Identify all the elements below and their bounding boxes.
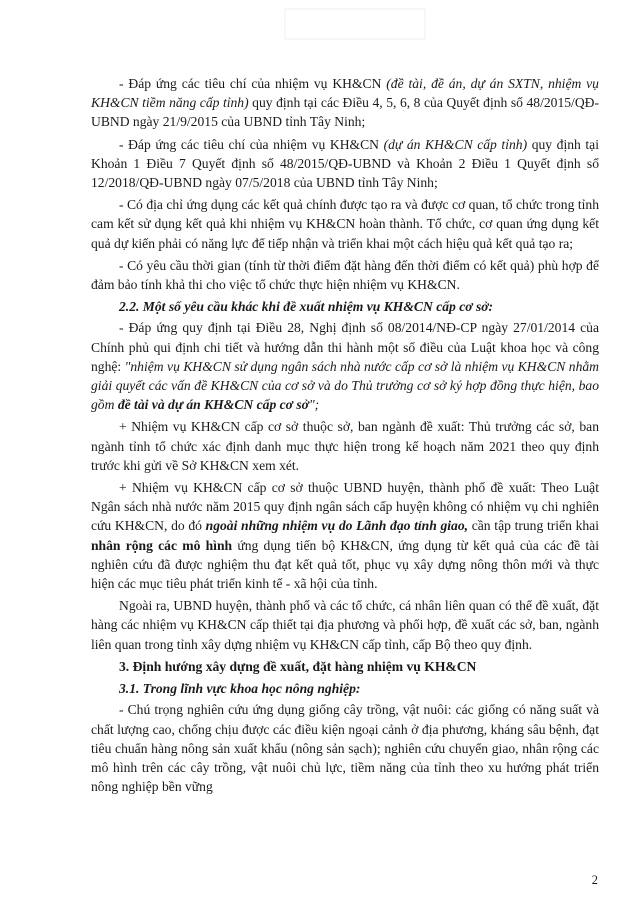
- paragraph-decree-28: - Đáp ứng quy định tại Điều 28, Nghị định số 08/2014/NĐ-CP ngày 27/01/2014 của Chính phủ qui định chi tiết và hướng dẫn thi hành một số điều của Luật khoa học và công nghệ: "nhiệm vụ KH&CN sử dụng ngân sách nhà nước cấp cơ sở là nhiệm vụ KH&CN nhằm giải quyết các vấn đề KH&CN của cơ sở và do Thủ trưởng cơ sở ký hợp đồng thực hiện, bao gồm đề tài và dự án KH&CN cấp cơ sở";: [91, 320, 599, 413]
- page-number: 2: [591, 873, 598, 887]
- heading-3-1: 3.1. Trong lĩnh vực khoa học nông nghiệp:: [119, 681, 361, 697]
- heading-2-2: 2.2. Một số yêu cầu khác khi đề xuất nhiệm vụ KH&CN cấp cơ sở:: [119, 299, 494, 315]
- paragraph-additional-proposals: Ngoài ra, UBND huyện, thành phố và các tổ chức, cá nhân liên quan có thể đề xuất, đặt hàng các nhiệm vụ KH&CN cấp thiết tại địa phương và phối hợp, đề xuất các sở, ban, ngành liên quan trong tỉnh xây dựng nhiệm vụ KH&CN cấp tỉnh, cấp Bộ theo quy định.: [91, 598, 599, 652]
- paragraph-time-requirement: - Có yêu cầu thời gian (tính từ thời điểm đặt hàng đến thời điểm có kết quả) phù hợp để đảm bảo tính khả thi cho việc tổ chức thực hiện nhiệm vụ KH&CN.: [91, 257, 599, 293]
- paragraph-criteria-provincial: - Đáp ứng các tiêu chí của nhiệm vụ KH&CN (đề tài, đề án, dự án SXTN, nhiệm vụ KH&CN tiềm năng cấp tỉnh) quy định tại các Điều 4, 5, 6, 8 của Quyết định số 48/2015/QĐ-UBND ngày 21/9/2015 của UBND tỉnh Tây Ninh;: [91, 76, 599, 130]
- paragraph-application-address: - Có địa chỉ ứng dụng các kết quả chính được tạo ra và được cơ quan, tổ chức trong tỉnh cam kết sử dụng kết quả khi nhiệm vụ KH&CN hoàn thành. Tổ chức, cơ quan ứng dụng kết quả dự kiến phải có năng lực để tiếp nhận và triển khai một cách hiệu quả kết quả tạo ra;: [91, 197, 599, 251]
- document-body: [91, 74, 599, 799]
- heading-3: 3. Định hướng xây dựng đề xuất, đặt hàng nhiệm vụ KH&CN: [119, 658, 477, 674]
- faded-stamp-mark: [280, 4, 430, 44]
- paragraph-district-tasks: + Nhiệm vụ KH&CN cấp cơ sở thuộc UBND huyện, thành phố đề xuất: Theo Luật Ngân sách nhà nước năm 2015 quy định ngân sách cấp huyện không có nhiệm vụ chi nghiên cứu KH&CN, do đó ngoài những nhiệm vụ do Lãnh đạo tỉnh giao, cần tập trung triển khai nhân rộng các mô hình ứng dụng tiến bộ KH&CN, ứng dụng từ kết quả của các đề tài nghiên cứu đã được nghiệm thu đạt kết quả tốt, phục vụ xây dựng nông thôn mới và thực hiện các mục tiêu phát triển kinh tế - xã hội của tỉnh.: [91, 480, 599, 592]
- paragraph-criteria-project: - Đáp ứng các tiêu chí của nhiệm vụ KH&CN (dự án KH&CN cấp tỉnh) quy định tại Khoản 1 Điều 7 Quyết định số 48/2015/QĐ-UBND và Khoản 2 Điều 1 Quyết định số 12/2018/QĐ-UBND ngày 07/5/2018 của UBND tỉnh Tây Ninh;: [91, 136, 599, 191]
- paragraph-agriculture-research: - Chú trọng nghiên cứu ứng dụng giống cây trồng, vật nuôi: các giống có năng suất và chất lượng cao, chống chịu được các điều kiện ngoại cảnh ở địa phương, kháng sâu bệnh, đạt tiêu chuẩn hàng nông sản xuất khẩu (nông sản sạch); nghiên cứu chuyển giao, nhân rộng các mô hình trên các cây trồng, vật nuôi chủ lực, tiềm năng của tỉnh theo xu hướng phát triển nông nghiệp bền vững: [91, 702, 599, 795]
- paragraph-department-tasks: + Nhiệm vụ KH&CN cấp cơ sở thuộc sở, ban ngành đề xuất: Thủ trưởng các sở, ban ngành tỉnh tổ chức xác định danh mục thực hiện trong kế hoạch năm 2021 theo quy định trước khi gửi về Sở KH&CN xem xét.: [91, 419, 599, 473]
